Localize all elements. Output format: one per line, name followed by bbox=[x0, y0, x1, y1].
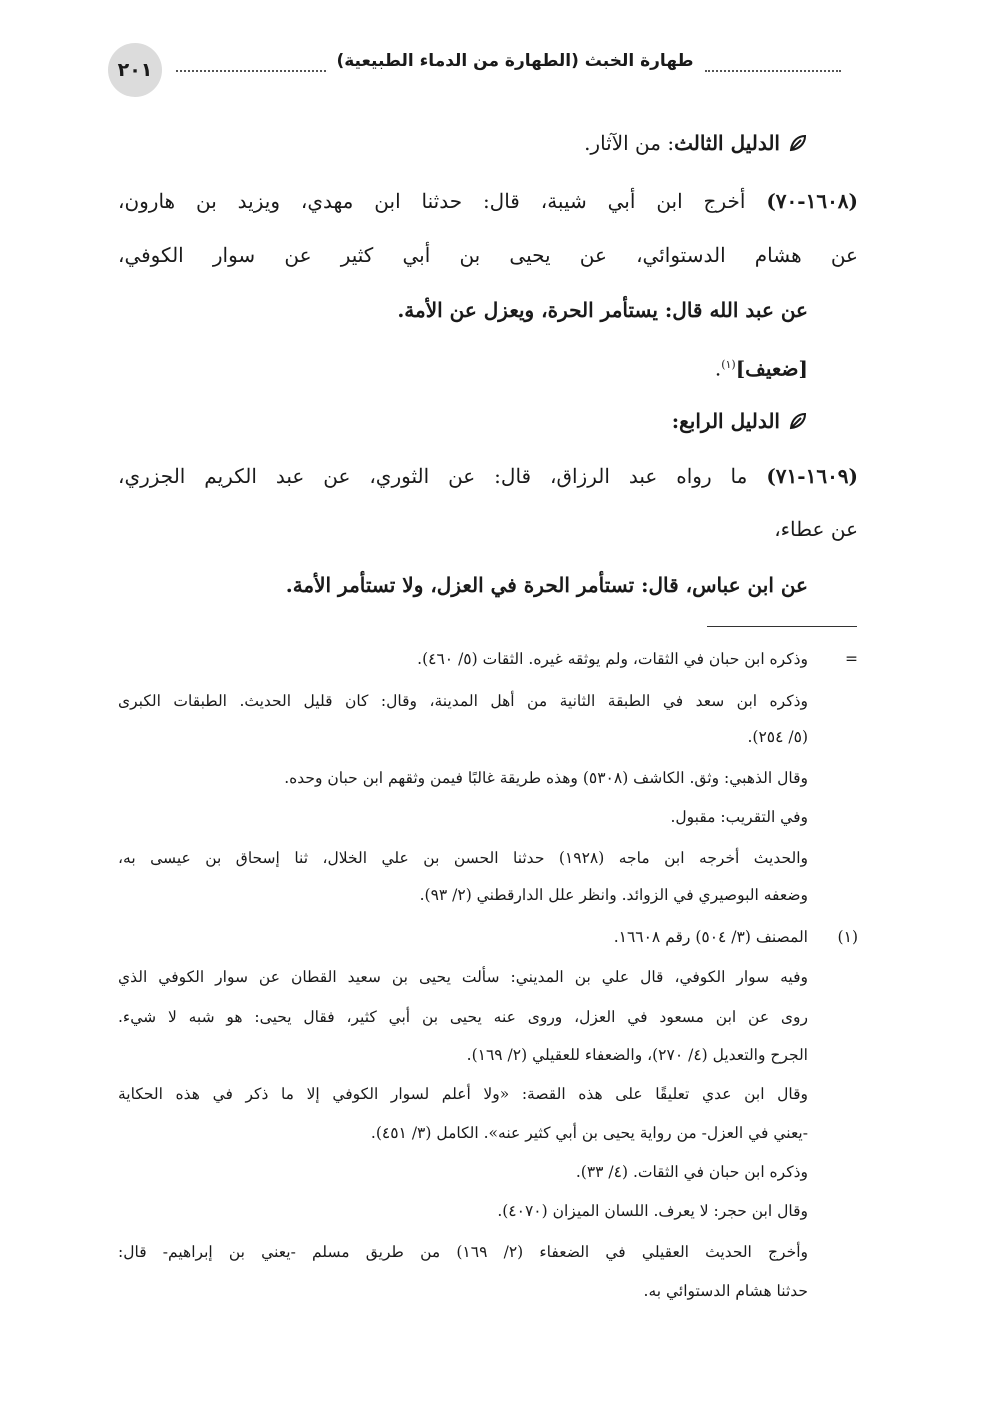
footnote-line bbox=[118, 1005, 808, 1029]
hadith-1608-line-1 bbox=[118, 186, 858, 216]
hadith-1609-matn: عن ابن عباس، قال: تستأمر الحرة في العزل، ولا تستأمر الأمة. bbox=[285, 573, 808, 597]
evidence-4-line bbox=[672, 406, 808, 436]
page-number: ٢٠١ bbox=[117, 59, 153, 81]
footnote-line: وقال ابن حجر: لا يعرف. اللسان الميزان (٤٠٧٠). bbox=[497, 1202, 808, 1220]
hadith-1608-isnad-1: أخرج ابن أبي شيبة، قال: حدثنا ابن مهدي، ويزيد بن هارون، bbox=[118, 189, 746, 213]
evidence-3-rest: : من الآثار. bbox=[584, 131, 675, 155]
footnote-line-text: وفيه سوار الكوفي، قال علي بن المديني: سألت يحيى بن سعيد القطان عن سوار الكوفي الذي bbox=[118, 968, 808, 986]
footnote-line bbox=[118, 1082, 808, 1106]
hadith-1609-number: (١٦٠٩-٧١) bbox=[766, 464, 858, 488]
header-dotted-leader-right bbox=[705, 70, 841, 72]
footnote-line bbox=[118, 965, 808, 989]
hadith-1609-line-1 bbox=[118, 461, 858, 491]
footnote-continuation-marker: = bbox=[845, 650, 858, 668]
footnote-1-marker: (١) bbox=[837, 928, 858, 946]
footnote-line bbox=[118, 689, 808, 713]
footnote-line-text: وأخرج الحديث العقيلي في الضعفاء (٢/ ١٦٩) من طريق مسلم -يعني بن إبراهيم- قال: bbox=[118, 1243, 808, 1261]
footnote-line: وذكره ابن حبان في الثقات، ولم يوثقه غيره. الثقات (٥/ ٤٦٠). bbox=[417, 650, 808, 668]
footnote-line: المصنف (٣/ ٥٠٤) رقم ١٦٦٠٨. bbox=[613, 928, 808, 946]
footnote-line-text: والحديث أخرجه ابن ماجه (١٩٢٨) حدثنا الحسن بن علي الخلال، ثنا إسحاق بن عيسى به، bbox=[118, 849, 808, 867]
footnote-line: حدثنا هشام الدستوائي به. bbox=[643, 1282, 808, 1300]
hadith-1608-matn: عن عبد الله قال: يستأمر الحرة، ويعزل عن الأمة. bbox=[397, 298, 808, 322]
leaf-ornament-icon bbox=[788, 133, 808, 153]
hadith-1609-line-2: عن عطاء، bbox=[774, 517, 858, 541]
hadith-1608-number: (١٦٠٨-٧٠) bbox=[766, 189, 858, 213]
footnote-separator bbox=[707, 626, 857, 627]
footnote-line: الجرح والتعديل (٤/ ٢٧٠)، والضعفاء للعقيلي (٢/ ١٦٩). bbox=[466, 1046, 808, 1064]
evidence-4-heading: الدليل الرابع: bbox=[671, 409, 780, 433]
page-number-badge bbox=[108, 43, 162, 97]
footnote-line: -يعني في العزل- من رواية يحيى بن أبي كثير عنه». الكامل (٣/ ٤٥١). bbox=[370, 1124, 808, 1142]
hadith-1608-grade: [ضعيف] bbox=[735, 356, 808, 381]
hadith-1608-line-2 bbox=[118, 240, 858, 270]
evidence-3-heading: الدليل الثالث bbox=[674, 131, 780, 155]
footnote-line-text: وقال ابن عدي تعليقًا على هذه القصة: «ولا أعلم لسوار الكوفي إلا ما ذكر في هذه الحكاية bbox=[118, 1085, 808, 1103]
hadith-1608-grade-end: . bbox=[714, 356, 722, 381]
footnote-ref-1[interactable]: (١) bbox=[721, 358, 736, 371]
footnote-line: وذكره ابن حبان في الثقات. (٤/ ٣٣). bbox=[575, 1163, 808, 1181]
footnote-line: وضعفه البوصيري في الزوائد. وانظر علل الدارقطني (٢/ ٩٣). bbox=[419, 886, 808, 904]
running-title: طهارة الخبث (الطهارة من الدماء الطبيعية) bbox=[336, 51, 694, 71]
leaf-ornament-icon bbox=[788, 411, 808, 431]
footnote-line bbox=[118, 1240, 808, 1264]
hadith-1609-isnad-1: ما رواه عبد الرزاق، قال: عن الثوري، عن عبد الكريم الجزري، bbox=[118, 464, 748, 488]
footnote-line: وقال الذهبي: وثق. الكاشف (٥٣٠٨) وهذه طريقة غالبًا فيمن وثقهم ابن حبان وحده. bbox=[284, 769, 808, 787]
hadith-1608-isnad-2: عن هشام الدستوائي، عن يحيى بن أبي كثير عن سوار الكوفي، bbox=[118, 243, 858, 267]
footnote-line bbox=[118, 846, 808, 870]
footnote-line: (٥/ ٢٥٤). bbox=[747, 728, 808, 746]
footnote-line: وفي التقريب: مقبول. bbox=[670, 808, 808, 826]
evidence-3-line bbox=[584, 128, 808, 158]
footnote-line-text: وذكره ابن سعد في الطبقة الثانية من أهل المدينة، وقال: كان قليل الحديث. الطبقات الكبرى bbox=[118, 692, 808, 710]
hadith-1608-grade-line bbox=[715, 350, 808, 384]
footnote-line-text: روى عن ابن مسعود في العزل، وروى عنه يحيى بن أبي كثير، فقال يحيى: هو شبه لا شيء. bbox=[118, 1008, 808, 1026]
header-dotted-leader-left bbox=[176, 70, 326, 72]
